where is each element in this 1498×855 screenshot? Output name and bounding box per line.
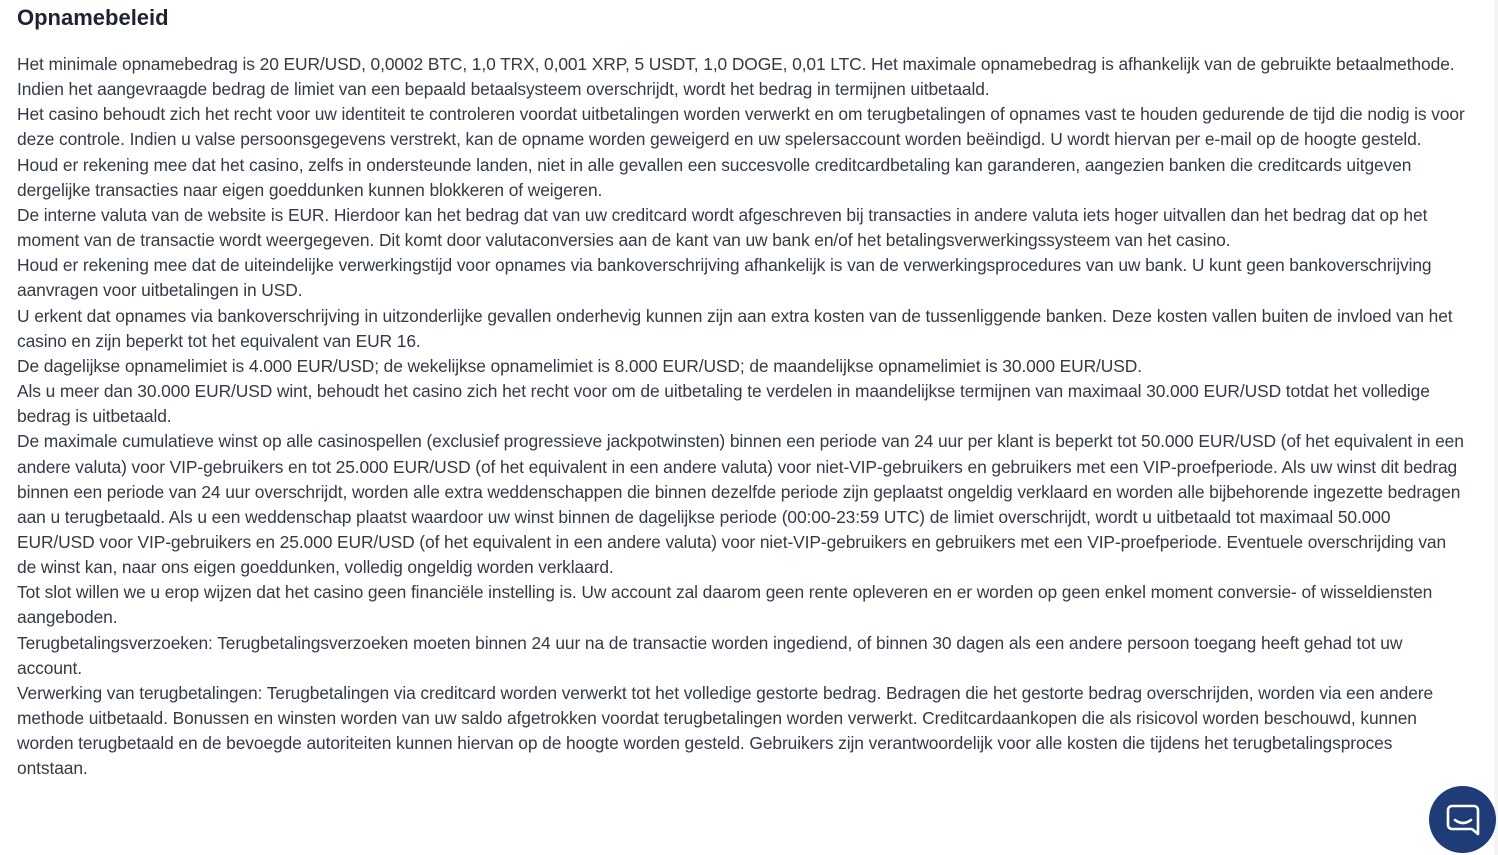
policy-paragraph-maximum-winnings: De maximale cumulatieve winst op alle casinospellen (exclusief progressieve jackpotwinsten) binnen een periode van 24 uur per klant is beperkt tot 50.000 EUR/USD (of het equivalent in een andere valuta) voor VIP-gebruikers en tot 25.000 EUR/USD (of het equivalent in een andere valuta) voor niet-VIP-gebruikers en gebruikers met een VIP-proefperiode. Als uw winst dit bedrag binnen een periode van 24 uur overschrijdt, worden alle extra weddenschappen die binnen dezelfde periode zijn geplaatst ongeldig verklaard en worden alle bijbehorende ingezette bedragen aan u terugbetaald. Als u een weddenschap plaatst waardoor uw winst binnen de dagelijkse periode (00:00-23:59 UTC) de limiet overschrijdt, wordt u uitbetaald tot maximaal 50.000 EUR/USD voor VIP-gebruikers en 25.000 EUR/USD (of het equivalent in een andere valuta) voor niet-VIP-gebruikers en gebruikers met een VIP-proefperiode. Eventuele overschrijding van de winst kan, naar ons eigen goeddunken, volledig ongeldig worden verklaard. bbox=[17, 431, 1464, 578]
chat-bubble-icon bbox=[1446, 803, 1480, 837]
policy-paragraph-financial-institution: Tot slot willen we u erop wijzen dat het casino geen financiële instelling is. Uw account zal daarom geen rente opleveren en er worden op geen enkel moment conversie- of wisseldiensten aangeboden. bbox=[17, 582, 1433, 628]
policy-paragraph-bank-transfer-fees: U erkent dat opnames via bankoverschrijving in uitzonderlijke gevallen onderhevig kunnen zijn aan extra kosten van de tussenliggende banken. Deze kosten vallen buiten de invloed van het casino en zijn beperkt tot het equivalent van EUR 16. bbox=[17, 305, 1453, 351]
policy-paragraph-bank-transfer-time: Houd er rekening mee dat de uiteindelijke verwerkingstijd voor opnames via bankoverschrijving afhankelijk is van de verwerkingsprocedures van uw bank. U kunt geen bankoverschrijving aanvragen voor uitbetalingen in USD. bbox=[17, 255, 1432, 301]
policy-paragraph-internal-currency: De interne valuta van de website is EUR. Hierdoor kan het bedrag dat van uw creditcard wordt afgeschreven bij transacties in andere valuta iets hoger uitvallen dan het bedrag dat op het moment van de transactie wordt weergegeven. Dit komt door valutaconversies aan de kant van uw bank en/of het betalingsverwerkingssysteem van het casino. bbox=[17, 204, 1428, 251]
chat-widget-button[interactable] bbox=[1429, 786, 1496, 853]
policy-paragraph-creditcard-payments: Houd er rekening mee dat het casino, zelfs in ondersteunde landen, niet in alle gevallen een succesvolle creditcardbetaling kan garanderen, aangezien banken die creditcards uitgeven dergelijke transacties naar eigen goeddunken kunnen blokkeren of weigeren. bbox=[17, 154, 1412, 200]
policy-paragraphs bbox=[17, 52, 1465, 782]
policy-paragraph-identity-check: Het casino behoudt zich het recht voor uw identiteit te controleren voordat uitbetalingen worden verwerkt en om terugbetalingen of opnames vast te houden gedurende de tijd die nodig is voor deze controle. Indien u valse persoonsgegevens verstrekt, kan de opname worden geweigerd en uw spelersaccount worden beëindigd. U wordt hiervan per e-mail op de hoogte gesteld. bbox=[17, 104, 1465, 150]
policy-paragraph-minimum-withdrawal: Het minimale opnamebedrag is 20 EUR/USD, 0,0002 BTC, 1,0 TRX, 0,001 XRP, 5 USDT, 1,0 DOGE, 0,01 LTC. Het maximale opnamebedrag is afhankelijk van de gebruikte betaalmethode. Indien het aangevraagde bedrag de limiet van een bepaald betaalsysteem overschrijdt, wordt het bedrag in termijnen uitbetaald. bbox=[17, 54, 1455, 100]
policy-paragraph-withdrawal-limits: De dagelijkse opnamelimiet is 4.000 EUR/USD; de wekelijkse opnamelimiet is 8.000 EUR/USD; de maandelijkse opnamelimiet is 30.000 EUR/USD. bbox=[17, 355, 1142, 376]
page-title: Opnamebeleid bbox=[17, 5, 169, 30]
policy-paragraph-refund-requests: Terugbetalingsverzoeken: Terugbetalingsverzoeken moeten binnen 24 uur na de transactie worden ingediend, of binnen 30 dagen als een andere persoon toegang heeft gehad tot uw account. bbox=[17, 632, 1403, 678]
scrollbar-track[interactable] bbox=[1494, 0, 1498, 855]
policy-paragraph-refund-processing: Verwerking van terugbetalingen: Terugbetalingen via creditcard worden verwerkt tot het volledige gestorte bedrag. Bedragen die het gestorte bedrag overschrijden, worden via een andere methode uitbetaald. Bonussen en winsten worden van uw saldo afgetrokken voordat terugbetalingen worden verwerkt. Creditcardaankopen die als risicovol worden beschouwd, kunnen worden terugbetaald en de bevoegde autoriteiten kunnen hiervan op de hoogte worden gesteld. Gebruikers zijn verantwoordelijk voor alle kosten die tijdens het terugbetalingsproces ontstaan. bbox=[17, 682, 1434, 779]
policy-paragraph-monthly-installments: Als u meer dan 30.000 EUR/USD wint, behoudt het casino zich het recht voor om de uitbetaling te verdelen in maandelijkse termijnen van maximaal 30.000 EUR/USD totdat het volledige bedrag is uitbetaald. bbox=[17, 381, 1430, 427]
policy-content bbox=[17, 0, 1465, 782]
